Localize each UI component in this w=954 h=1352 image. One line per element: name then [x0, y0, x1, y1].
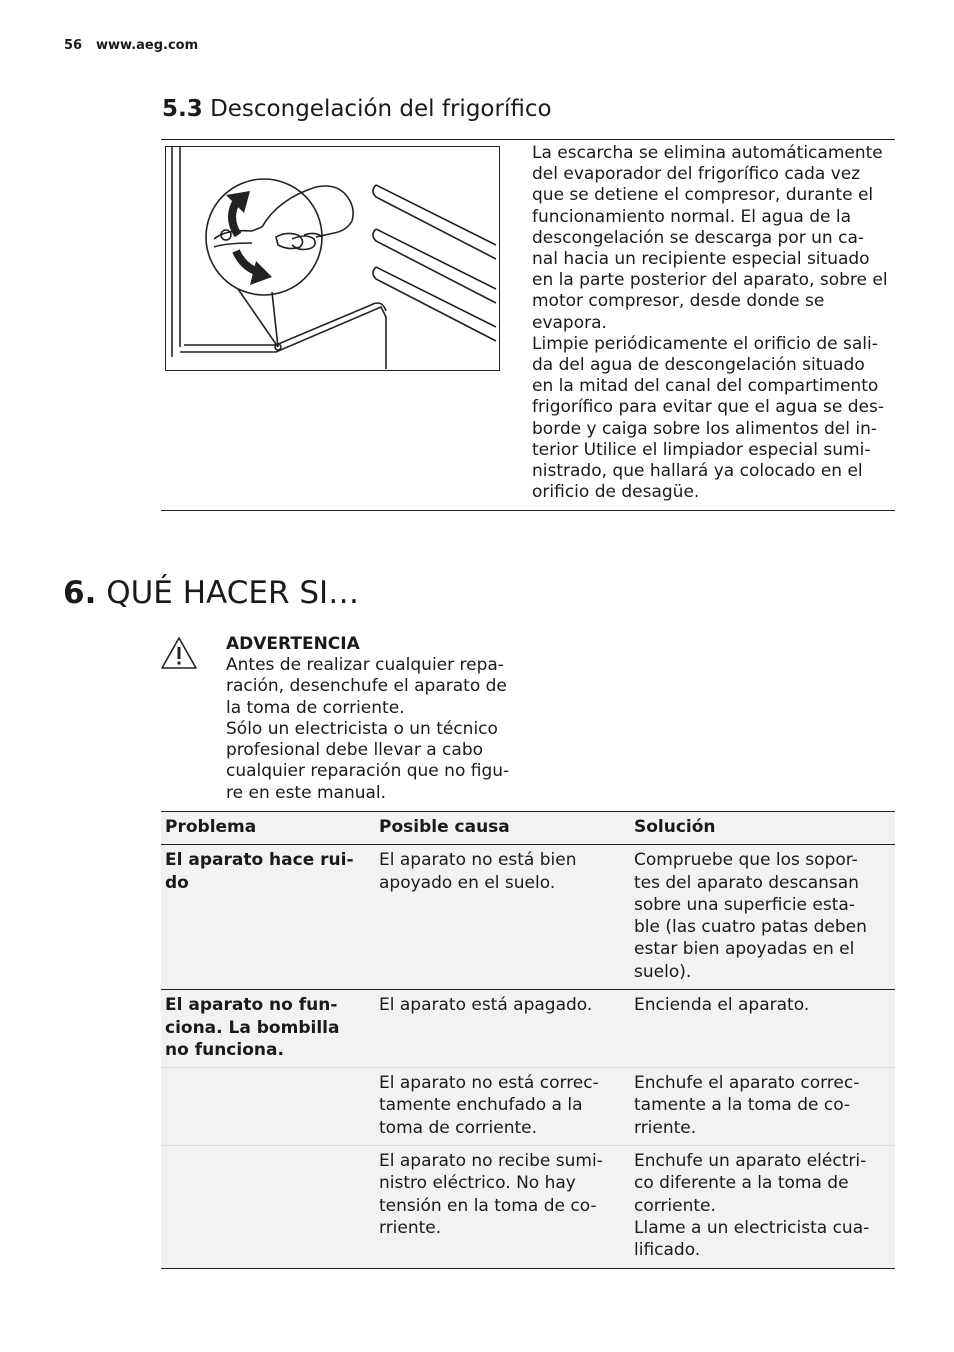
cause-cell: El aparato no está correc- tamente enchufado a la toma de corriente.	[375, 1068, 630, 1146]
table-row	[161, 990, 895, 1068]
problem-cell	[161, 1068, 375, 1146]
solution-cell: Enchufe el aparato correc- tamente a la toma de co- rriente.	[630, 1068, 895, 1146]
defrost-description	[532, 143, 888, 503]
warning-paragraph-1: Antes de realizar cualquier repa-ración, desenchufe el aparato de la toma de corriente.	[226, 655, 507, 718]
defrost-illustration	[165, 146, 500, 371]
warning-triangle-icon	[160, 636, 198, 670]
table-row	[161, 1068, 895, 1146]
cause-cell: El aparato no está bien apoyado en el suelo.	[375, 845, 630, 990]
chapter-title-text: QUÉ HACER SI…	[106, 575, 360, 611]
warning-title: ADVERTENCIA	[226, 634, 360, 654]
defrost-drawing	[166, 147, 499, 370]
problem-cell	[161, 1146, 375, 1269]
page-number: 56	[64, 38, 83, 53]
section-bottom-rule	[161, 510, 895, 511]
section-title	[162, 96, 552, 122]
solution-cell: Encienda el aparato.	[630, 990, 895, 1068]
troubleshooting-table	[161, 811, 895, 1269]
section-title-text: Descongelación del frigorífico	[210, 96, 552, 122]
solution-cell: Enchufe un aparato eléctri- co diferente a la toma de corriente. Llame a un electricista cua- lificado.	[630, 1146, 895, 1269]
warning-paragraph-2: Sólo un electricista o un técnico profesional debe llevar a cabo cualquier reparación que no figu-re en este manual.	[226, 718, 510, 803]
problem-cell: El aparato hace rui- do	[161, 845, 375, 990]
section-top-rule	[161, 139, 895, 140]
header-problem: Problema	[161, 812, 375, 845]
section-number: 5.3	[162, 96, 203, 122]
cause-cell: El aparato no recibe sumi- nistro eléctrico. No hay tensión en la toma de co- rriente.	[375, 1146, 630, 1269]
problem-cell: El aparato no fun- ciona. La bombilla no funciona.	[161, 990, 375, 1068]
defrost-paragraph-1: La escarcha se elimina automáticamente del evaporador del frigorífico cada vez que se detiene el compresor, durante el funcionamiento normal. El agua de la descongelación se descarga por un ca-nal hacia un recipiente especial situado en la parte posterior del aparato, sobre el motor compresor, desde donde se evapora.	[532, 143, 888, 333]
table-row	[161, 1146, 895, 1269]
warning-text	[226, 655, 526, 804]
chapter-title	[63, 575, 359, 611]
chapter-number: 6.	[63, 575, 97, 611]
header-cause: Posible causa	[375, 812, 630, 845]
table-header-row	[161, 812, 895, 845]
solution-cell: Compruebe que los sopor- tes del aparato descansan sobre una superficie esta- ble (las cuatro patas deben estar bien apoyadas en el suelo).	[630, 845, 895, 990]
defrost-paragraph-2: Limpie periódicamente el orificio de sali-da del agua de descongelación situado en la mitad del canal del compartimento frigorífico para evitar que el agua se des-borde y caiga sobre los alimentos del in-terior Utilice el limpiador especial sumi-nistrado, que hallará ya colocado en el orificio de desagüe.	[532, 333, 884, 503]
cause-cell: El aparato está apagado.	[375, 990, 630, 1068]
site-url[interactable]: www.aeg.com	[96, 38, 199, 53]
header-solution: Solución	[630, 812, 895, 845]
table-row	[161, 845, 895, 990]
